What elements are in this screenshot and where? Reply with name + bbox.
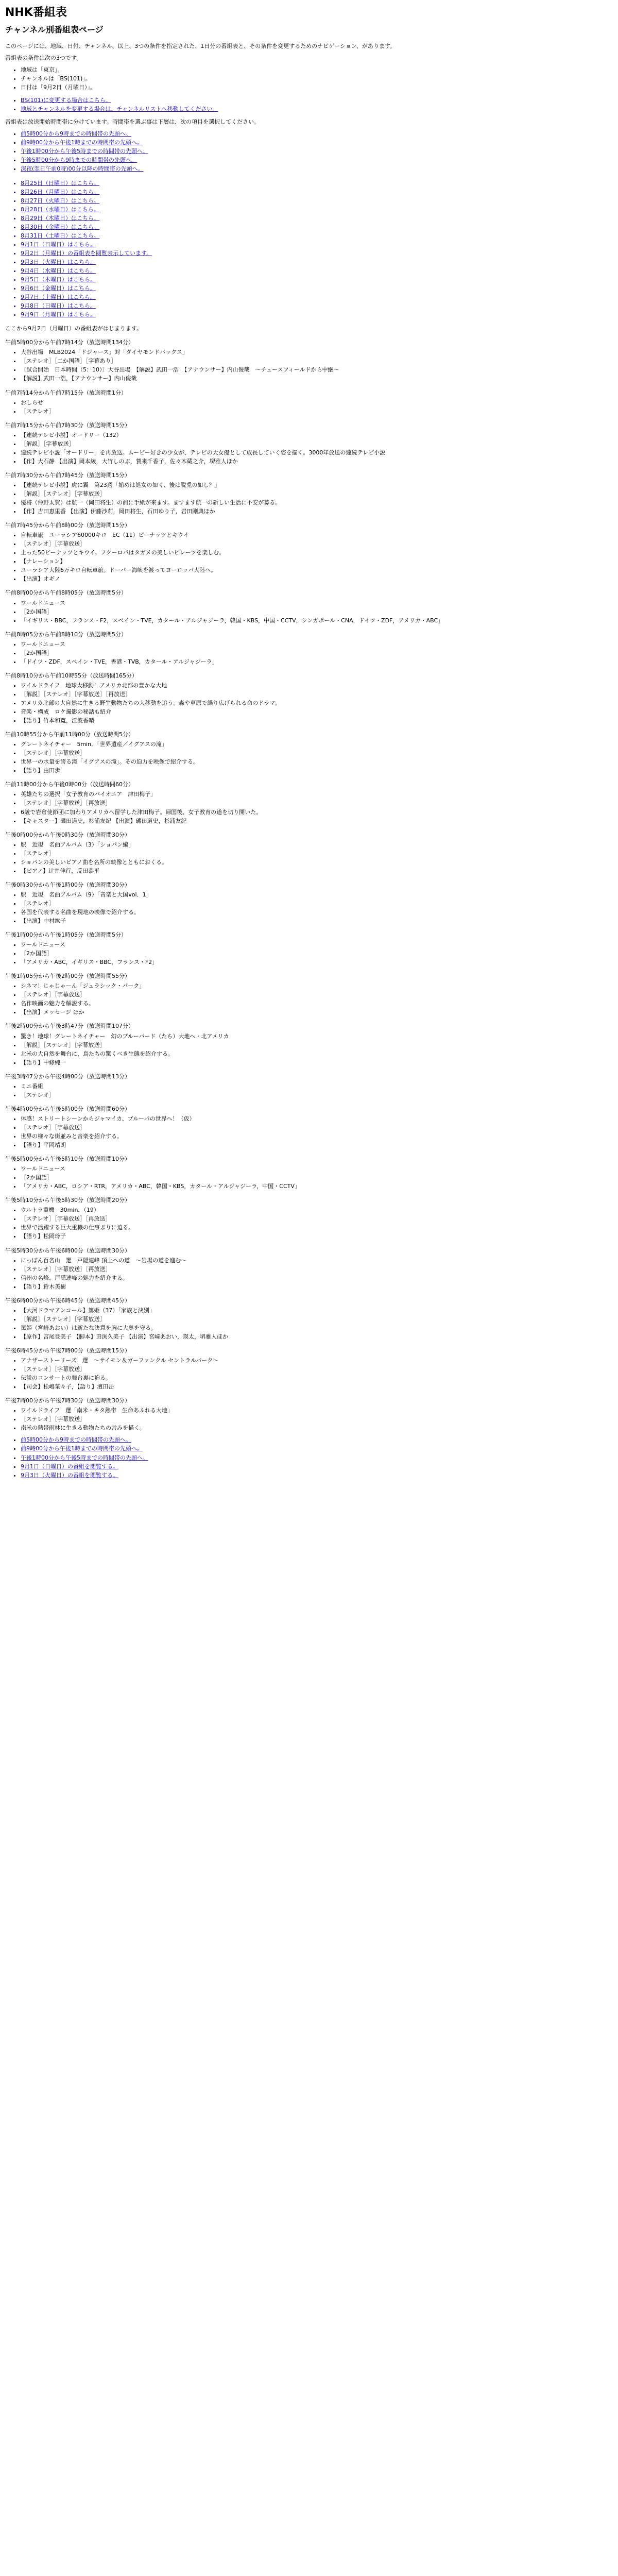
- program-time: 午前8時00分から午前8時05分（放送時間5分）: [5, 589, 127, 597]
- program-detail-item: • にっぽん百名山 選 戸隠連峰 頂上への道 ～岩場の道を進む～: [21, 1256, 613, 1265]
- program-detail-item: • 「ドイツ・ZDF，スペイン・TVE，香港・TVB，カタール・アルジャジーラ」: [21, 657, 613, 666]
- next-day-link[interactable]: 9月3日（火曜日）の番組を閲覧する。: [21, 1471, 118, 1479]
- time-link[interactable]: 深夜(翌日午前0時)00分以降の時間帯の先頭へ。: [21, 165, 144, 173]
- program-detail-item: • 篤姫（宮﨑あおい）は新たな決意を胸に大奥を守る。: [21, 1324, 613, 1332]
- program-detail-item: • 6歳で岩倉使節団に加わりアメリカへ留学した津田梅子。帰国後、女子教育の道を切り開いた。: [21, 808, 613, 817]
- time-link[interactable]: 前9時00分から午後1時までの時間帯の先頭へ。: [21, 1445, 143, 1452]
- program-time: 午後1時05分から午後2時00分（放送時間55分）: [5, 973, 130, 980]
- program-details: [5, 640, 613, 666]
- program-detail-item: • 世界一の水量を誇る滝「イグアスの滝」。その迫力を映像で紹介する。: [21, 757, 613, 766]
- program-detail-item: • 【出演】オギノ: [21, 574, 613, 583]
- program-details: [5, 790, 613, 825]
- program-details: [5, 1206, 613, 1241]
- program-detail-item: • 【語り】竹本和寛，江波香晴: [21, 716, 613, 725]
- program-details: [5, 681, 613, 725]
- program-detail-item: • ［ステレオ］［字幕放送］: [21, 749, 613, 757]
- schedule-start-note: ここから9月2日（月曜日）の番組表がはじまります。: [5, 325, 143, 332]
- program-detail-item: • 驚き！地球！グレートネイチャー 幻のブルーバード（たち）大地へ・北アメリカ: [21, 1032, 613, 1041]
- program-details: [5, 431, 613, 466]
- date-link[interactable]: 9月5日（木曜日）はこちら。: [21, 276, 96, 283]
- conditions-header: 番組表の条件は次の3つです。: [5, 54, 82, 61]
- program-details: [5, 599, 613, 625]
- program-details: [5, 1032, 613, 1067]
- program-time: 午後5時30分から午後6時00分（放送時間30分）: [5, 1247, 130, 1254]
- program-details: [5, 1082, 613, 1099]
- program-detail-item: • 【ピアノ】辻井伸行，反田恭平: [21, 867, 613, 875]
- time-link[interactable]: 前9時00分から午後1時までの時間帯の先頭へ。: [21, 139, 143, 146]
- program-detail-item: • 「アメリカ・ABC，ロシア・RTR，アメリカ・ABC，韓国・KBS，カタール・アルジャジーラ，中国・CCTV」: [21, 1182, 613, 1191]
- program-time: 午前5時00分から午前7時14分（放送時間134分）: [5, 339, 134, 346]
- program-time: 午後4時00分から午後5時00分（放送時間60分）: [5, 1105, 130, 1112]
- program-details: [5, 531, 613, 583]
- condition-item: • 地域は「東京」。: [21, 65, 613, 74]
- program-detail-item: • グレートネイチャー 5min．「世界遺産／イグアスの滝」: [21, 740, 613, 749]
- program-time: 午後1時00分から午後1時05分（放送時間5分）: [5, 931, 127, 939]
- change-region-link[interactable]: 地域とチャンネルを変更する場合は、チャンネルリストへ移動してください。: [21, 106, 218, 113]
- program-time: 午後0時30分から午後1時00分（放送時間30分）: [5, 881, 130, 888]
- intro-text: このページには、地域、日付、チャンネル、以上、3つの条件を指定された、1日分の番組表と、その条件を変更するためのナビゲーション、があります。: [5, 42, 396, 49]
- time-note: 番組表は放送開始時間帯に分けています。時間帯を選ぶ事は下層は、次の項目を選択してください。: [5, 118, 260, 126]
- program-detail-item: • 【語り】松岡玲子: [21, 1232, 613, 1241]
- date-nav: [5, 179, 613, 319]
- program-detail-item: • ［2か国語］: [21, 607, 613, 616]
- program-detail-item: • 【語り】平岡靖朗: [21, 1141, 613, 1149]
- program-time: 午後0時00分から午後0時30分（放送時間30分）: [5, 831, 130, 838]
- program-time: 午前8時05分から午前8時10分（放送時間5分）: [5, 631, 127, 638]
- change-channel-link[interactable]: BS(101)に変更する場合はこちら。: [21, 97, 111, 104]
- program-time: 午前7時15分から午前7時30分（放送時間15分）: [5, 421, 130, 429]
- date-link[interactable]: 9月9日（月曜日）はこちら。: [21, 311, 96, 318]
- program-time: 午前7時14分から午前7時15分（放送時間1分）: [5, 389, 127, 396]
- program-time: 午後2時00分から午後3時47分（放送時間107分）: [5, 1023, 134, 1030]
- program-time: 午前7時45分から午前8時00分（放送時間15分）: [5, 522, 130, 529]
- date-link[interactable]: 9月3日（火曜日）はこちら。: [21, 258, 96, 265]
- conditions-list: [5, 65, 613, 92]
- program-details: [5, 1306, 613, 1341]
- program-detail-item: • ［ステレオ］［字幕放送］: [21, 1123, 613, 1132]
- program-time: 午前8時10分から午前10時55分（放送時間165分）: [5, 672, 138, 679]
- program-time: 午前7時30分から午前7時45分（放送時間15分）: [5, 471, 130, 479]
- program-detail-item: • 駅 近現 名曲アルバム（3）「ショパン編」: [21, 840, 613, 849]
- date-link[interactable]: 8月29日（木曜日）はこちら。: [21, 214, 99, 222]
- program-detail-item: • ［ステレオ］［字幕放送］: [21, 1415, 613, 1423]
- program-detail-item: • ワールドニュース: [21, 1164, 613, 1173]
- program-detail-item: • 伝説のコンサートの舞台裏に迫る。: [21, 1374, 613, 1382]
- condition-item: • チャンネルは「BS(101)」。: [21, 74, 613, 83]
- program-details: [5, 840, 613, 875]
- program-detail-item: • 北米の大自然を舞台に、鳥たちの驚くべき生態を紹介する。: [21, 1049, 613, 1058]
- program-details: [5, 1164, 613, 1191]
- program-detail-item: • ［ステレオ］［字幕放送］［再放送］: [21, 1214, 613, 1223]
- date-link[interactable]: 8月30日（金曜日）はこちら。: [21, 223, 99, 230]
- program-details: [5, 1256, 613, 1291]
- program-detail-item: • ［2か国語］: [21, 1173, 613, 1182]
- program-detail-item: • ユーラシア大陸6万キロ自転車旅。ドーバー海峡を渡ってヨーロッパ大陸へ。: [21, 566, 613, 574]
- date-link[interactable]: 9月6日（金曜日）はこちら。: [21, 285, 96, 292]
- mid-nav: [5, 1435, 613, 1479]
- program-detail-item: • 〔試合開始 日本時間（5：10）〕大谷出場 【解説】武田一浩 【アナウンサー】内山俊哉 ～チェースフィールドから中継～: [21, 365, 613, 374]
- program-details: [5, 890, 613, 925]
- program-time: 午前10時55分から午前11時00分（放送時間5分）: [5, 731, 134, 738]
- program-detail-item: • 【連続テレビ小説】オードリー（132）: [21, 431, 613, 439]
- program-detail-item: • ［解説］［ステレオ］［字幕放送］［再放送］: [21, 690, 613, 699]
- program-detail-item: • 【作】大石静 【出演】岡本綾，大竹しのぶ，賀来千香子，佐々木蔵之介，堺雅人ほか: [21, 457, 613, 466]
- program-details: [5, 940, 613, 967]
- date-link[interactable]: 8月28日（水曜日）はこちら。: [21, 206, 99, 213]
- program-details: [5, 740, 613, 775]
- program-details: [5, 1356, 613, 1391]
- program-detail-item: • アナザーストーリーズ 選 ～サイモン＆ガーファンクル セントラルパーク～: [21, 1356, 613, 1365]
- program-details: [5, 1406, 613, 1432]
- program-detail-item: • ワールドニュース: [21, 640, 613, 649]
- program-detail-item: • 【ナレーション】: [21, 557, 613, 566]
- program-detail-item: • 名作映画の魅力を解説する。: [21, 999, 613, 1008]
- program-detail-item: • ［ステレオ］［字幕放送］: [21, 1365, 613, 1374]
- program-detail-item: • ワールドニュース: [21, 599, 613, 607]
- program-detail-item: • 自転車旅 ユーラシア60000キロ EC（11）ピーナッツとキウイ: [21, 531, 613, 539]
- program-detail-item: • 上った50ピーナッツとキウイ。フクーロバはタガメの美しいピレーツを楽しむ。: [21, 548, 613, 557]
- program-detail-item: • 「アメリカ・ABC，イギリス・BBC，フランス・F2」: [21, 958, 613, 967]
- program-time: 午後7時00分から午後7時30分（放送時間30分）: [5, 1397, 130, 1404]
- program-detail-item: • ［ステレオ］: [21, 1091, 613, 1099]
- program-time: 午後5時00分から午後5時10分（放送時間10分）: [5, 1156, 130, 1163]
- program-time: 午後5時10分から午後5時30分（放送時間20分）: [5, 1197, 130, 1204]
- program-detail-item: • ワールドニュース: [21, 940, 613, 949]
- program-details: [5, 481, 613, 516]
- program-time: 午前11時00分から午後0時00分（放送時間60分）: [5, 781, 134, 788]
- program-detail-item: • 世界で活躍する巨大重機の仕事ぶりに迫る。: [21, 1223, 613, 1232]
- program-detail-item: • 【解説】武田一浩，【アナウンサー】内山俊哉: [21, 374, 613, 383]
- program-detail-item: • ショパンの美しいピアノ曲を名所の映像とともにおくる。: [21, 858, 613, 867]
- program-detail-item: • ［ステレオ］［字幕放送］［再放送］: [21, 799, 613, 807]
- program-detail-item: • ［ステレオ］［字幕放送］［再放送］: [21, 1265, 613, 1274]
- program-detail-item: • 【司会】松嶋菜々子，【語り】濱田岳: [21, 1382, 613, 1391]
- program-detail-item: • 音楽・構成 ロケ撮影の秘話も紹介: [21, 707, 613, 716]
- program-details: [5, 348, 613, 383]
- program-detail-item: • ［解説］［ステレオ］［字幕放送］: [21, 1041, 613, 1049]
- program-detail-item: • シネマ！じゃじゃーん「ジュラシック・パーク」: [21, 981, 613, 990]
- program-detail-item: • ［ステレオ］: [21, 849, 613, 858]
- date-link[interactable]: 9月8日（日曜日）はこちら。: [21, 302, 96, 310]
- program-detail-item: • おしらせ: [21, 398, 613, 407]
- program-detail-item: • ［ステレオ］［字幕放送］: [21, 990, 613, 999]
- program-time: 午後6時00分から午後6時45分（放送時間45分）: [5, 1297, 130, 1304]
- program-detail-item: • ワイルドライフ 選「南米・キタ熱帯 生命あふれる大地」: [21, 1406, 613, 1415]
- program-detail-item: • 【作】吉田恵里香 【出演】伊藤沙莉，岡田将生，石田ゆり子，岩田剛典ほか: [21, 507, 613, 516]
- date-link[interactable]: 8月31日（土曜日）はこちら。: [21, 232, 99, 239]
- program-list: [5, 338, 613, 1432]
- program-detail-item: • ［2か国語］: [21, 649, 613, 657]
- program-detail-item: • 駅 近現 名曲アルバム（9）「音楽と大国vol．1」: [21, 890, 613, 899]
- program-detail-item: • ［ステレオ］: [21, 899, 613, 908]
- program-detail-item: • 【出演】メッセージ ほか: [21, 1008, 613, 1016]
- program-detail-item: • 信州の名峰、戸隠連峰の魅力を紹介する。: [21, 1274, 613, 1282]
- program-detail-item: • 「イギリス・BBC，フランス・F2，スペイン・TVE，カタール・アルジャジーラ，韓国・KBS，中国・CCTV，シンガポール・CNA，ドイツ・ZDF，アメリカ・ABC」: [21, 616, 613, 625]
- time-link[interactable]: 午後1時00分から午後5時までの時間帯の先頭へ。: [21, 1454, 148, 1461]
- page-subtitle: チャンネル別番組表ページ: [5, 25, 104, 35]
- program-time: 午後3時47分から午後4時00分（放送時間13分）: [5, 1073, 130, 1080]
- program-detail-item: • アメリカ北部の大自然に生きる野生動物たちの大移動を追う。森や草原で繰り広げられる命のドラマ。: [21, 699, 613, 707]
- program-detail-item: • 大谷出場 MLB2024「ドジャース」対「ダイヤモンドバックス」: [21, 348, 613, 357]
- program-detail-item: • 優将（仲野太賀）は航一（岡田将生）の前に手紙が来ます。ますます航一の新しい生活に不安が募る。: [21, 498, 613, 507]
- program-detail-item: • 体感！ストリートシーンからジャマイカ、ブルーパの世界へ！（仮）: [21, 1114, 613, 1123]
- date-link[interactable]: 8月26日（月曜日）はこちら。: [21, 188, 99, 195]
- date-link[interactable]: 9月1日（日曜日）はこちら。: [21, 241, 96, 248]
- program-detail-item: • 【大河ドラマアンコール】篤姫（37）「家族と決別」: [21, 1306, 613, 1315]
- program-detail-item: • 【語り】由田歩: [21, 766, 613, 775]
- date-link[interactable]: 9月7日（土曜日）はこちら。: [21, 294, 96, 301]
- program-detail-item: • 【原作】宮尾登美子 【脚本】田渕久美子 【出演】宮﨑あおい，瑛太，堺雅人ほか: [21, 1332, 613, 1341]
- date-link[interactable]: 8月27日（火曜日）はこちら。: [21, 197, 99, 204]
- program-detail-item: • 【連続テレビ小説】虎に翼 第23週「始めは処女の如く、後は脱兎の如し？」: [21, 481, 613, 489]
- program-detail-item: • ウルトラ重機 30min．（19）: [21, 1206, 613, 1214]
- program-detail-item: • ［2か国語］: [21, 949, 613, 958]
- program-detail-item: • ［解説］［ステレオ］［字幕放送］: [21, 489, 613, 498]
- program-details: [5, 1114, 613, 1149]
- program-detail-item: • 【語り】鈴木美樹: [21, 1282, 613, 1291]
- program-detail-item: • ［ステレオ］［二か国語］［字幕あり］: [21, 357, 613, 365]
- date-link[interactable]: 8月25日（日曜日）はこちら。: [21, 179, 99, 187]
- program-detail-item: • 各国を代表する名曲を現地の映像で紹介する。: [21, 908, 613, 917]
- condition-item: • 日付は「9月2日（月曜日）」。: [21, 83, 613, 92]
- program-detail-item: • ワイルドライフ 地球大移動！アメリカ北部の豊かな大地: [21, 681, 613, 690]
- program-detail-item: • 【出演】中村紘子: [21, 917, 613, 925]
- date-link[interactable]: 9月4日（水曜日）はこちら。: [21, 267, 96, 274]
- program-detail-item: • ［ステレオ］: [21, 407, 613, 416]
- program-detail-item: • ［解説］［ステレオ］［字幕放送］: [21, 1315, 613, 1324]
- program-detail-item: • 南米の熱帯雨林に生きる動物たちの営みを描く。: [21, 1423, 613, 1432]
- prev-day-link[interactable]: 9月1日（日曜日）の番組を閲覧する。: [21, 1463, 118, 1470]
- program-detail-item: • 【キャスター】磯田道史，杉浦友紀 【出演】磯田道史，杉浦友紀: [21, 817, 613, 825]
- program-detail-item: • 英雄たちの選択「女子教育のパイオニア 津田梅子」: [21, 790, 613, 799]
- time-link[interactable]: 前5時00分から9時までの時間帯の先頭へ。: [21, 130, 131, 138]
- program-details: [5, 981, 613, 1016]
- program-detail-item: • 【語り】中條純一: [21, 1058, 613, 1067]
- time-nav: [5, 129, 613, 173]
- program-detail-item: • ［解説］［字幕放送］: [21, 439, 613, 448]
- change-links: [5, 96, 613, 113]
- program-detail-item: • ［ステレオ］［字幕放送］: [21, 539, 613, 548]
- program-detail-item: • ミニ番組: [21, 1082, 613, 1091]
- time-link[interactable]: 午後5時00分から9時までの時間帯の先頭へ。: [21, 157, 137, 164]
- time-link[interactable]: 前5時00分から9時までの時間帯の先頭へ。: [21, 1436, 131, 1444]
- program-details: [5, 398, 613, 416]
- time-link[interactable]: 午後1時00分から午後5時までの時間帯の先頭へ。: [21, 148, 148, 155]
- program-time: 午後6時45分から午後7時00分（放送時間15分）: [5, 1347, 130, 1354]
- date-link-current[interactable]: 9月2日（月曜日）の番組表を閲覧表示しています。: [21, 249, 152, 257]
- program-detail-item: • 連続テレビ小説「オードリー」を再放送。ムービー好きの少女が、テレビの大女優として成長していく姿を描く。3000年放送の連続テレビ小説: [21, 448, 613, 457]
- program-detail-item: • 世界の様々な街並みと音楽を紹介する。: [21, 1132, 613, 1141]
- page-title: NHK番組表: [5, 6, 67, 19]
